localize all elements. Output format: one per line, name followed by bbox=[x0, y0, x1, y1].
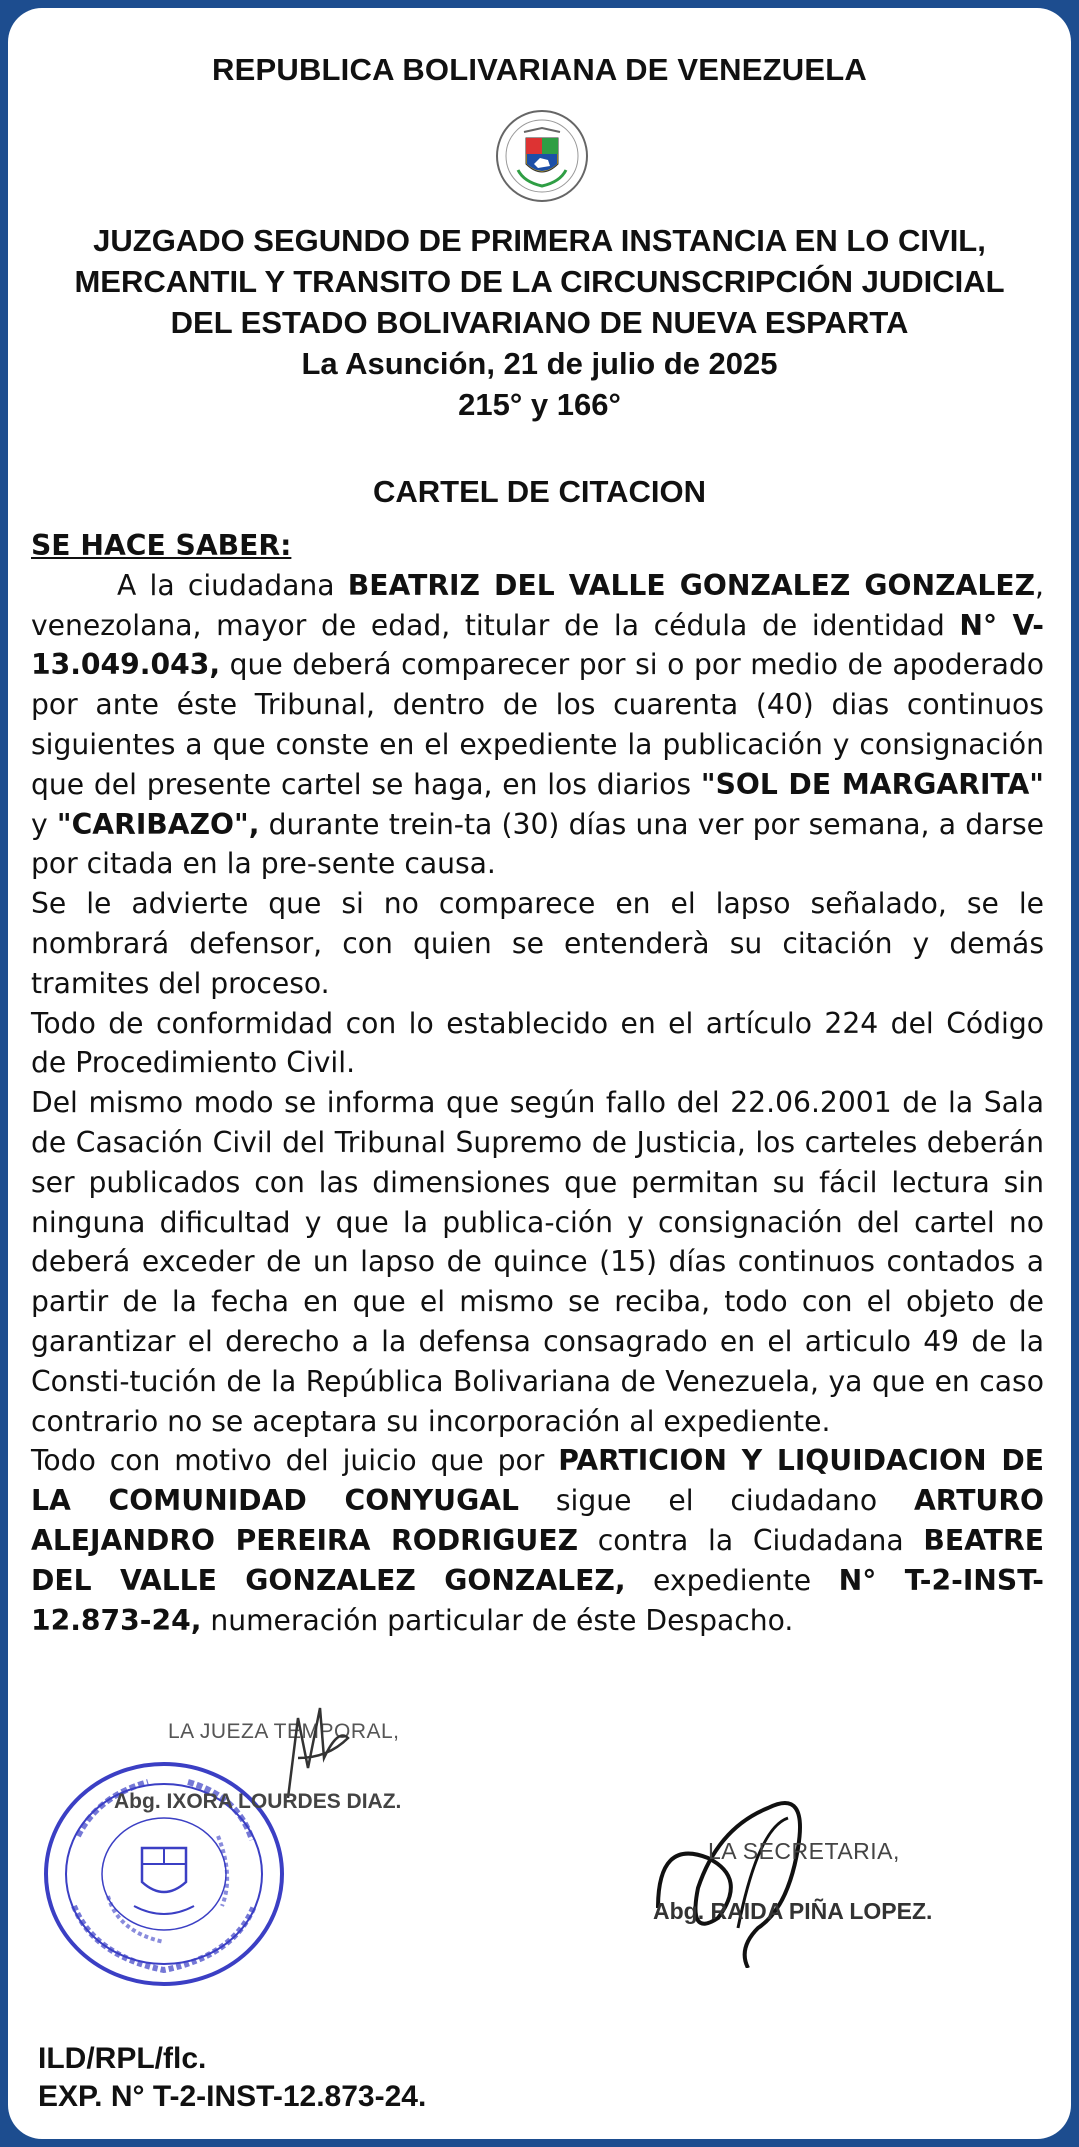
defendant-name: BEATRIZ DEL VALLE GONZALEZ GONZALEZ bbox=[347, 568, 1036, 602]
section-heading: SE HACE SABER: bbox=[31, 529, 292, 562]
paragraph-citation bbox=[31, 566, 1044, 884]
footer-reference bbox=[38, 2040, 426, 2116]
republic-heading: REPUBLICA BOLIVARIANA DE VENEZUELA bbox=[212, 52, 867, 87]
years-line: 215° y 166° bbox=[458, 387, 621, 422]
text-run: sigue el ciudadano bbox=[518, 1484, 914, 1518]
court-line: JUZGADO SEGUNDO DE PRIMERA INSTANCIA EN LO CIVIL, bbox=[93, 223, 986, 258]
text-run: A la ciudadana bbox=[117, 568, 348, 602]
secretary-name: Abg. RAIDA PIÑA LOPEZ. bbox=[653, 1898, 933, 1924]
notice-body bbox=[31, 526, 1044, 1640]
judge-name: Abg. IXORA LOURDES DIAZ. bbox=[114, 1790, 402, 1813]
case-type: PARTICION Y LIQUIDACION DE LA COMUNIDAD CONYUGAL bbox=[31, 1444, 1044, 1518]
id-number: N° V-13.049.043, bbox=[31, 608, 1044, 682]
text-run: durante trein-ta (30) días una ver por semana, a darse por citada en la pre-sente causa. bbox=[31, 807, 1044, 881]
newspaper-name: "CARIBAZO", bbox=[56, 807, 260, 841]
coat-of-arms-icon bbox=[494, 108, 590, 204]
defendant-name: BEATRE DEL VALLE GONZALEZ GONZALEZ, bbox=[31, 1523, 1044, 1597]
text-run: expediente bbox=[625, 1563, 839, 1597]
paragraph-publication-rules: Del mismo modo se informa que según fallo del 22.06.2001 de la Sala de Casación Civil del Tribunal Supremo de Justicia, los carteles deberán ser publicados con las dimensiones que permitan su fácil lectura sin ninguna dificultad y que la publica-ción y consignación del cartel no deberá exceder de un lapso de quince (15) días continuos contados a partir de la fecha en que el mismo se reciba, todo con el objeto de garantizar el derecho a la defensa consagrado en el articulo 49 de la Consti-tución de la República Bolivariana de Venezuela, ya que en caso contrario no se aceptara su incorporación al expediente. bbox=[31, 1086, 1044, 1438]
paragraph-case bbox=[31, 1441, 1044, 1640]
newspaper-name: "SOL DE MARGARITA" bbox=[700, 767, 1044, 801]
text-run: Todo con motivo del juicio que por bbox=[31, 1444, 559, 1478]
case-number: N° T-2-INST-12.873-24, bbox=[31, 1563, 1044, 1637]
text-run: que deberá comparecer por si o por medio de apoderado por ante éste Tribunal, dentro de los cuarenta (40) dias continuos siguientes a que conste en el expediente la publicación y consignación que del presente cartel se haga, en los diarios bbox=[31, 648, 1044, 801]
text-run: , venezolana, mayor de edad, titular de la cédula de identidad bbox=[31, 568, 1044, 642]
secretary-title: LA SECRETARIA, bbox=[708, 1838, 900, 1864]
text-run: y bbox=[31, 807, 57, 841]
text-run: numeración particular de éste Despacho. bbox=[201, 1603, 794, 1637]
paragraph-warning: Se le advierte que si no comparece en el lapso señalado, se le nombrará defensor, con quien se entenderà su citación y demás tramites del proceso. bbox=[31, 887, 1044, 1000]
plaintiff-name: ARTURO ALEJANDRO PEREIRA RODRIGUEZ bbox=[31, 1484, 1044, 1557]
court-line: DEL ESTADO BOLIVARIANO DE NUEVA ESPARTA bbox=[170, 305, 909, 340]
initials-line: ILD/RPL/flc. bbox=[38, 2042, 207, 2075]
secretary-signature-icon bbox=[648, 1768, 868, 1968]
notice-sheet bbox=[8, 8, 1071, 2139]
judge-title: LA JUEZA TEMPORAL, bbox=[168, 1720, 400, 1743]
court-line: MERCANTIL Y TRANSITO DE LA CIRCUNSCRIPCIÓN JUDICIAL bbox=[74, 264, 1005, 299]
signature-area bbox=[8, 1708, 1071, 2008]
expediente-line: EXP. N° T-2-INST-12.873-24. bbox=[38, 2080, 427, 2113]
date-line: La Asunción, 21 de julio de 2025 bbox=[301, 346, 778, 381]
document-title: CARTEL DE CITACION bbox=[373, 474, 706, 509]
paragraph-legal-basis: Todo de conformidad con lo establecido en el artículo 224 del Código de Procedimiento Civil. bbox=[31, 1006, 1044, 1080]
text-run: contra la Ciudadana bbox=[578, 1523, 924, 1557]
court-heading bbox=[8, 220, 1071, 425]
